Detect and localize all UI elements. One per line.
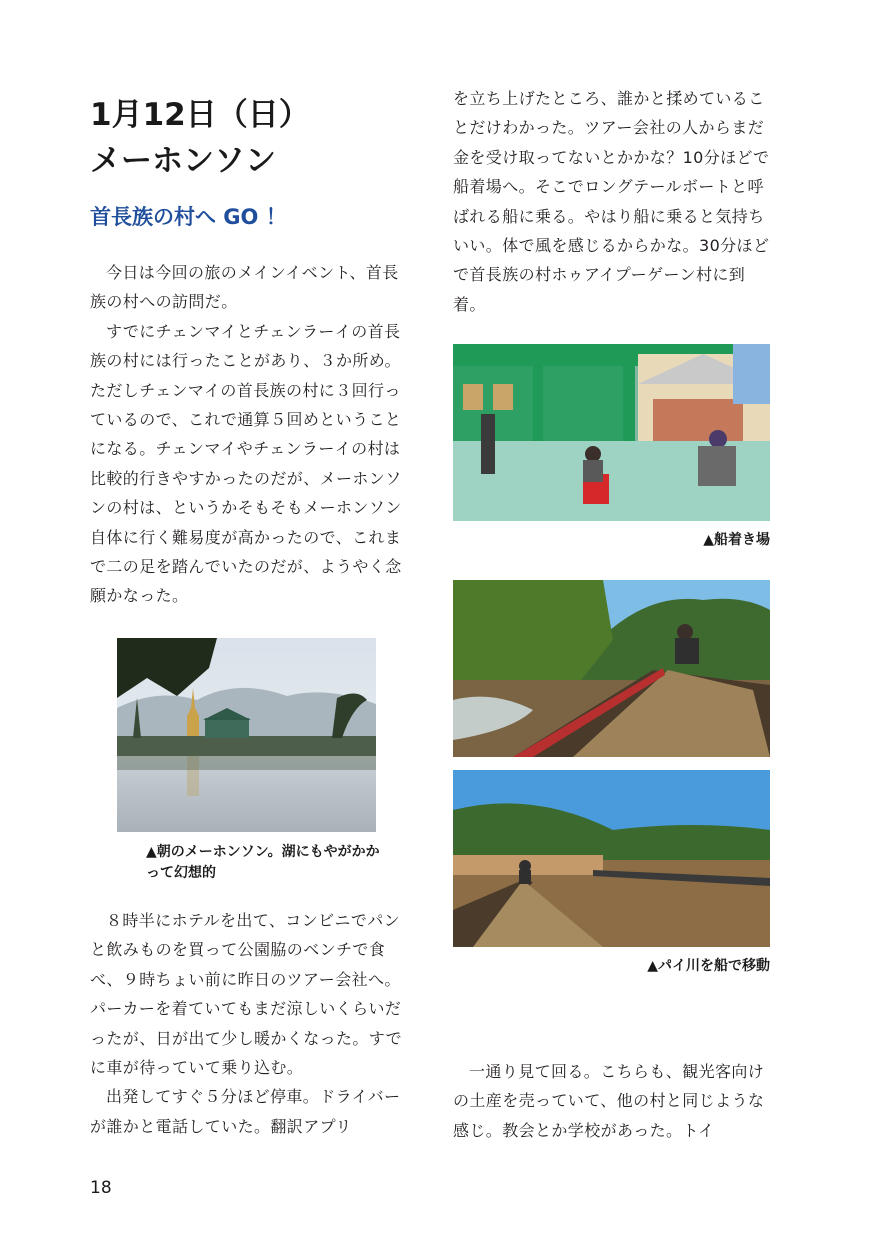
page-title — [90, 92, 430, 184]
boat-pier-photo — [453, 344, 770, 521]
paragraph: 出発してすぐ５分ほど停車。ドライバーが誰かと電話していた。翻訳アプリ — [90, 1087, 401, 1136]
section-heading: 首長族の村へ GO ！ — [90, 205, 287, 229]
paragraph: 一通り見て回る。こちらも、観光客向けの土産を売っていて、他の村と同じような感じ。教会とか学校があった。トイ — [453, 1062, 765, 1140]
title-place: メーホンソン — [90, 143, 276, 179]
river-photo-caption: ▲パイ川を船で移動 — [647, 958, 770, 974]
longtail-boat-photo-1 — [453, 580, 770, 757]
paragraph: すでにチェンマイとチェンラーイの首長族の村には行ったことがあり、３か所め。ただしチェンマイの首長族の村に３回行っているので、これで通算５回めということになる。チェンマイやチェンラーイの村は比較的行きやすかったのだが、メーホンソンの村は、というかそもそもメーホンソン自体に行く難易度が高かったので、これまで二の足を踏んでいたのだが、ようやく念願かなった。 — [90, 321, 402, 606]
right-column-text-top — [453, 84, 775, 319]
lake-photo-caption: ▲朝のメーホンソン。湖にもやがかかって幻想的 — [146, 844, 380, 881]
morning-lake-photo — [117, 638, 376, 832]
left-column-text-bottom — [90, 906, 412, 1141]
paragraph: ８時半にホテルを出て、コンビニでパンと飲みものを買って公園脇のベンチで食べ、９時ちょい前に昨日のツアー会社へ。パーカーを着ていてもまだ涼しいくらいだったが、日が出て少し暖かくなった。すでに車が待っていて乗り込む。 — [90, 911, 403, 1078]
paragraph: を立ち上げたところ、誰かと揉めていることだけわかった。ツアー会社の人からまだ金を受け取ってないとかかな？10分ほどで船着場へ。そこでロングテールボートと呼ばれる船に乗る。やはり船に乗ると気持ちいい。体で風を感じるからかな。30分ほどで首長族の村ホゥアイプーゲーン村に到着。 — [453, 89, 770, 314]
pier-photo-caption: ▲船着き場 — [703, 532, 770, 548]
left-column-text-top — [90, 258, 412, 611]
paragraph: 今日は今回の旅のメインイベント、首長族の村への訪問だ。 — [90, 263, 399, 312]
page-number: 18 — [90, 1178, 112, 1198]
longtail-boat-photo-2 — [453, 770, 770, 947]
title-date: 1月12日（日） — [90, 97, 310, 133]
right-column-text-bottom — [453, 1057, 775, 1145]
